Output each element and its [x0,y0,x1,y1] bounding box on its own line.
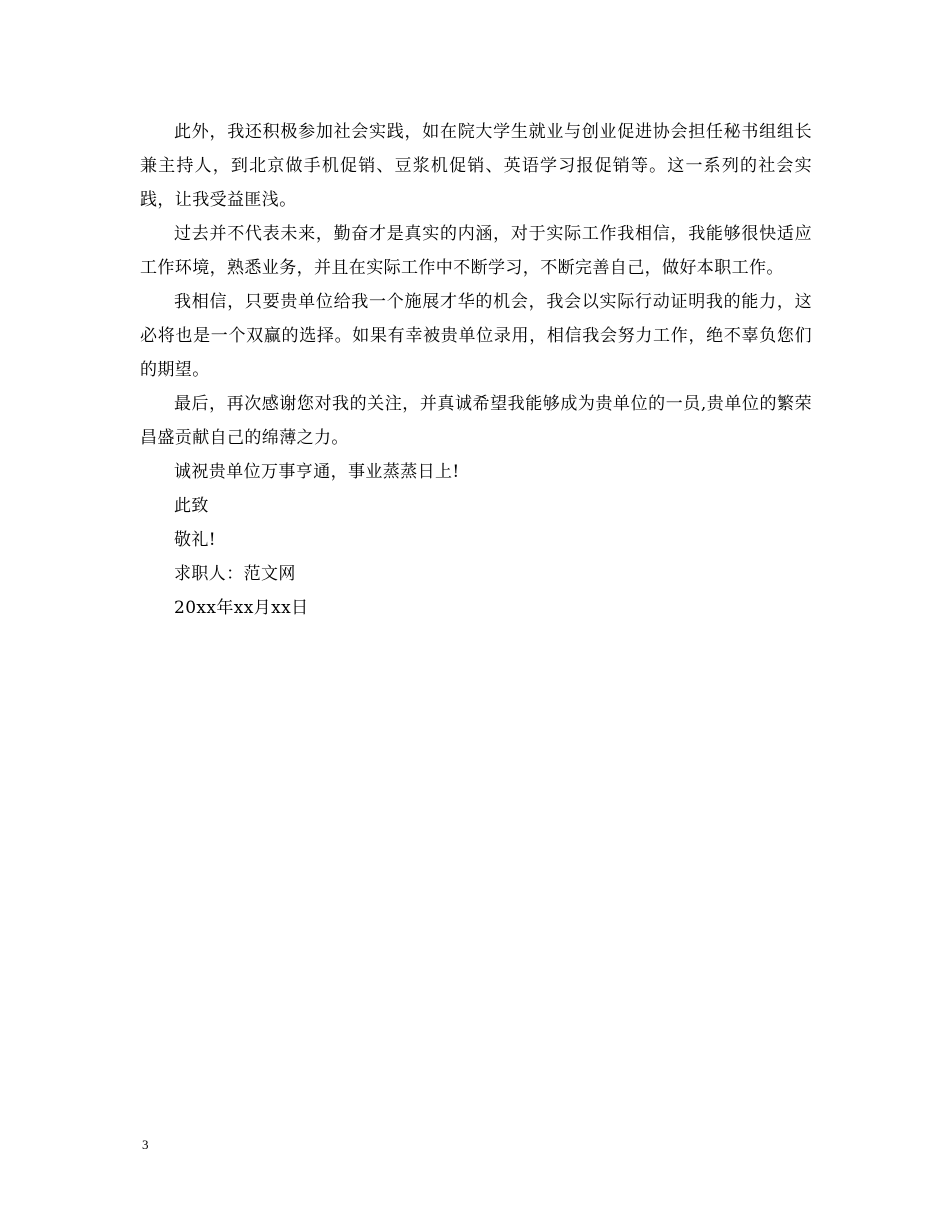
page-number: 3 [142,1137,149,1152]
closing-salutation-2: 敬礼! [174,530,217,550]
letter-body [140,115,812,625]
paragraph-social-practice: 此外，我还积极参加社会实践，如在院大学生就业与创业促进协会担任秘书组组长兼主持人，到北京做手机促销、豆浆机促销、英语学习报促销等。这一系列的社会实践，让我受益匪浅。 [140,122,812,210]
closing-wish: 诚祝贵单位万事亨通，事业蒸蒸日上! [174,462,460,482]
paragraph-work-attitude: 过去并不代表未来，勤奋才是真实的内涵，对于实际工作我相信，我能够很快适应工作环境，熟悉业务，并且在实际工作中不断学习，不断完善自己，做好本职工作。 [140,224,812,278]
letter-date: 20xx年xx月xx日 [174,598,309,618]
paragraph-opportunity: 我相信，只要贵单位给我一个施展才华的机会，我会以实际行动证明我的能力，这必将也是一个双赢的选择。如果有幸被贵单位录用，相信我会努力工作，绝不辜负您们的期望。 [140,292,812,380]
closing-salutation-1: 此致 [174,496,209,516]
paragraph-thanks: 最后，再次感谢您对我的关注，并真诚希望我能够成为贵单位的一员,贵单位的繁荣昌盛贡献自己的绵薄之力。 [140,394,812,448]
applicant-signature: 求职人：范文网 [174,564,296,584]
